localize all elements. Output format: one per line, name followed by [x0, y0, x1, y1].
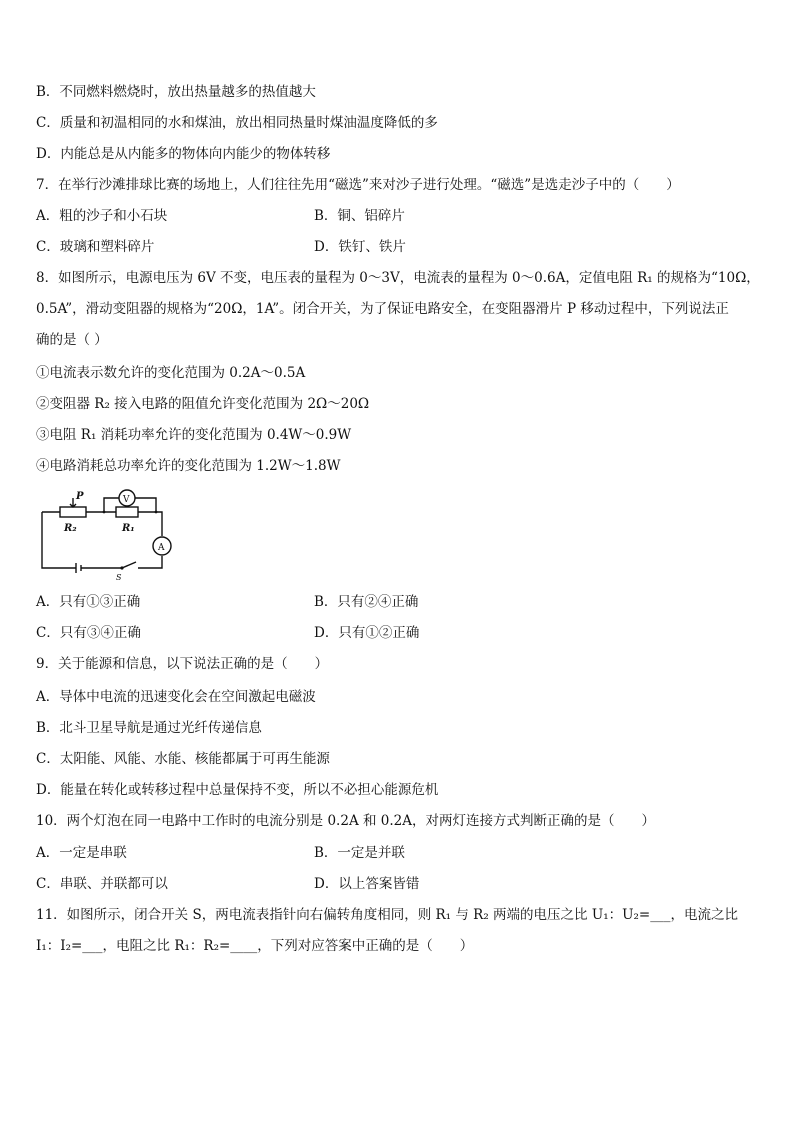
q7-option-c: C．玻璃和塑料碎片 — [36, 239, 155, 255]
q8-option-d: D．只有①②正确 — [314, 625, 420, 641]
q8-stem-line1: 8．如图所示，电源电压为 6V 不变，电压表的量程为 0～3V，电流表的量程为 0～0.6A，定值电阻 R₁ 的规格为“10Ω， — [36, 270, 760, 286]
q7-option-b: B．铜、铝碎片 — [314, 208, 405, 224]
junction-left — [103, 511, 106, 514]
q8-option-b: B．只有②④正确 — [314, 594, 419, 610]
q9-option-b: B．北斗卫星导航是通过光纤传递信息 — [36, 720, 262, 736]
q8-statement-2: ②变阻器 R₂ 接入电路的阻值允许变化范围为 2Ω～20Ω — [36, 396, 370, 412]
label-r1: R₁ — [122, 523, 135, 534]
q9-option-c: C．太阳能、风能、水能、核能都属于可再生能源 — [36, 751, 330, 767]
q6-option-d: D．内能总是从内能多的物体向内能少的物体转移 — [36, 146, 331, 162]
q8-circuit-diagram — [38, 488, 174, 580]
label-p: P — [76, 491, 84, 502]
wire-left — [42, 512, 76, 568]
q8-option-c: C．只有③④正确 — [36, 625, 141, 641]
resistor-r1-icon — [116, 507, 138, 517]
wire-bottom-right — [138, 556, 162, 568]
wire-right-top — [138, 512, 162, 536]
q8-stem-line2: 0.5A”，滑动变阻器的规格为“20Ω，1A”。闭合开关，为了保证电路安全，在变阻器滑片 P 移动过程中，下列说法正 — [36, 301, 729, 317]
q10-option-d: D．以上答案皆错 — [314, 876, 420, 892]
q10-stem: 10．两个灯泡在同一电路中工作时的电流分别是 0.2A 和 0.2A，对两灯连接方式判断正确的是（ ） — [36, 813, 655, 829]
q10-option-a: A．一定是串联 — [36, 845, 127, 861]
q8-option-a: A．只有①③正确 — [36, 594, 141, 610]
switch-pivot — [120, 566, 123, 569]
rheostat-r2-icon — [60, 507, 86, 517]
q7-option-a: A．粗的沙子和小石块 — [36, 208, 168, 224]
q11-stem-line1: 11．如图所示，闭合开关 S，两电流表指针向右偏转角度相同，则 R₁ 与 R₂ 两端的电压之比 U₁：U₂=___，电流之比 — [36, 907, 738, 923]
q8-stem-line3: 确的是（ ） — [36, 332, 108, 348]
q10-option-b: B．一定是并联 — [314, 845, 405, 861]
q8-statement-1: ①电流表示数允许的变化范围为 0.2A～0.5A — [36, 365, 306, 381]
q7-option-d: D．铁钉、铁片 — [314, 239, 406, 255]
battery-icon — [76, 563, 81, 573]
q6-option-b: B．不同燃料燃烧时，放出热量越多的热值越大 — [36, 84, 316, 100]
q10-option-c: C．串联、并联都可以 — [36, 876, 168, 892]
q7-stem: 7．在举行沙滩排球比赛的场地上，人们往往先用“磁选”来对沙子进行处理。“磁选”是选走沙子中的（ ） — [36, 177, 680, 193]
junction-right — [155, 511, 158, 514]
label-a: A — [158, 543, 165, 553]
label-r2: R₂ — [64, 523, 77, 534]
q11-stem-line2: I₁：I₂=___，电阻之比 R₁：R₂=____，下列对应答案中正确的是（ ） — [36, 938, 474, 954]
q9-option-a: A．导体中电流的迅速变化会在空间激起电磁波 — [36, 689, 316, 705]
q9-option-d: D．能量在转化或转移过程中总量保持不变，所以不必担心能源危机 — [36, 782, 439, 798]
label-v: V — [123, 495, 130, 505]
label-s: S — [116, 573, 122, 580]
q8-statement-3: ③电阻 R₁ 消耗功率允许的变化范围为 0.4W～0.9W — [36, 427, 352, 443]
q9-stem: 9．关于能源和信息，以下说法正确的是（ ） — [36, 656, 329, 672]
switch-icon — [122, 562, 136, 568]
q6-option-c: C．质量和初温相同的水和煤油，放出相同热量时煤油温度降低的多 — [36, 115, 438, 131]
q8-statement-4: ④电路消耗总功率允许的变化范围为 1.2W～1.8W — [36, 458, 341, 474]
